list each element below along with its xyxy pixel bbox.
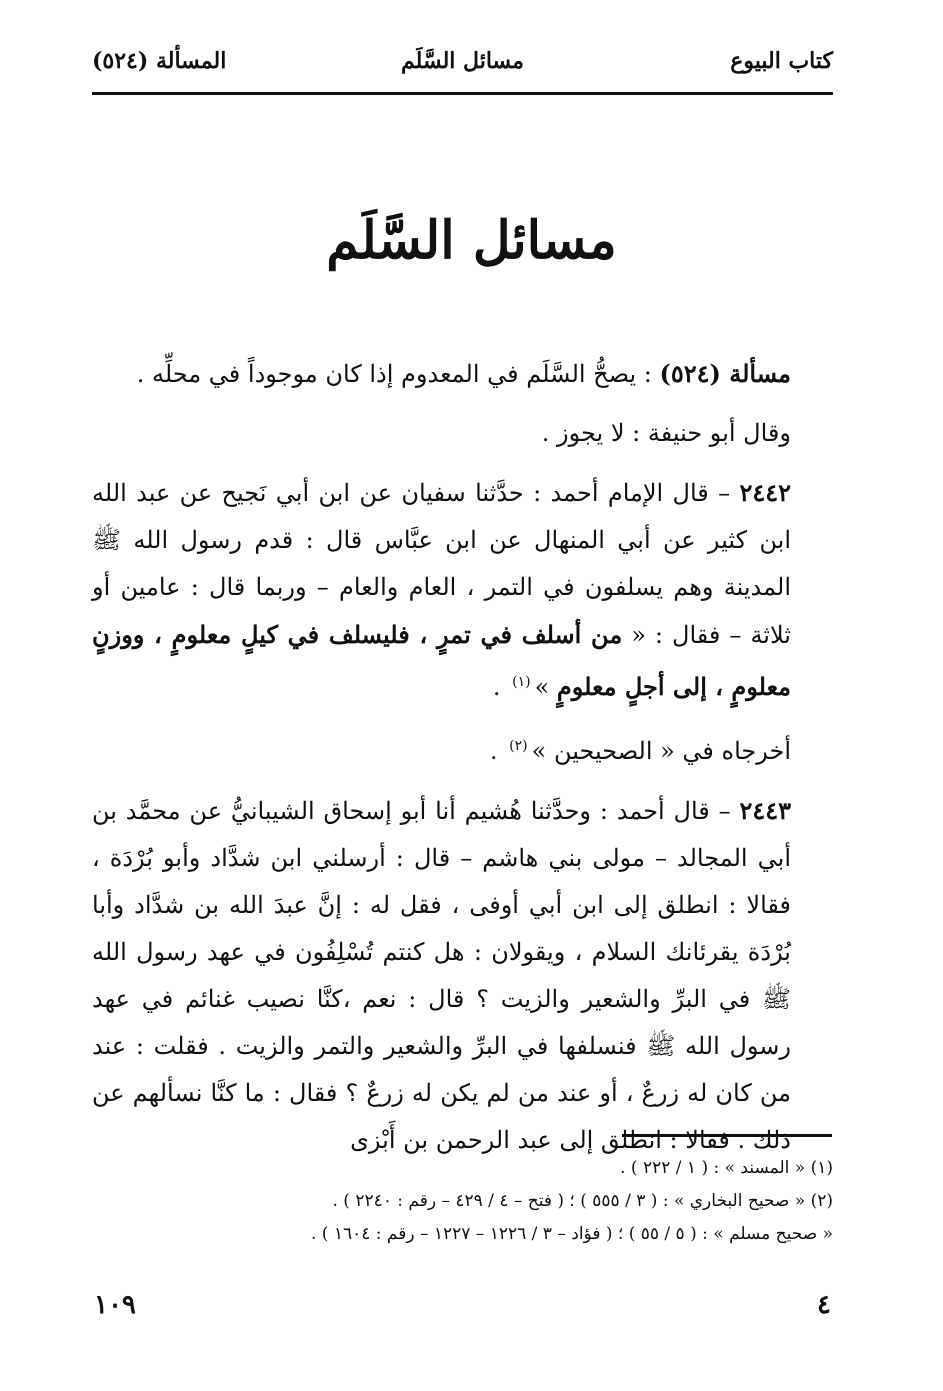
hadith-text: – قال أحمد : وحدَّثنا هُشيم أنا أبو إسحاق الشيبانيُّ عن محمَّد بن أبي المجالد – مولى بني هاشم – قال : أرسلني ابن شدَّاد وأبو بُرْدَة ، فقالا : انطلق إلى ابن أبي أوفى ، فقل له : إنَّ عبدَ الله بن شدَّاد وأبا بُرْدَة يقرئانك السلام ، ويقولان : هل كنتم تُسْلِفُون في عهد رسول الله ﷺ في البرِّ والشعير والزيت ؟ قال : نعم ،كنَّا نصيب غنائم في عهد رسول الله ﷺ فنسلفها في البرِّ والشعير والتمر والزيت . فقلت : عند من كان له زرعٌ ، أو عند من لم يكن له زرعٌ ؟ فقال : ما كنَّا نسألهم عن ذلك . فقالا : انطلق إلى عبد الرحمن بن أَبْزى: [92, 797, 791, 1154]
header-chapter-title: مسائل السَّلَم: [401, 48, 524, 74]
footnote-ref-2: (٢): [509, 738, 528, 754]
chapter-title: مسائل السَّلَم: [326, 210, 617, 271]
header-rule: [92, 92, 833, 95]
hadith-text: – قال الإمام أحمد : حدَّثنا سفيان عن ابن أبي نَجيح عن عبد الله ابن كثير عن أبي المنهال عن ابن عبَّاس قال : قدم رسول الله ﷺ المدينة وهم يسلفون في التمر ، العام والعام – وربما قال : عامين أو ثلاثة – فقال : «: [92, 479, 792, 649]
main-text: [92, 350, 833, 1176]
running-header: [92, 44, 833, 84]
takhrij-paragraph: [92, 723, 833, 775]
page-number: ١٠٩: [94, 1290, 136, 1320]
takhrij-text: أخرجاه في « الصحيحين »: [531, 737, 791, 765]
hadith-end: .: [492, 673, 509, 701]
footnote-3: « صحيح مسلم » : ( ٥ / ٥٥ ) ؛ ( فؤاد – ٣ / ١٢٢٦ – ١٢٢٧ – رقم : ١٦٠٤ ) .: [311, 1224, 833, 1244]
hadith-number: ٢٤٤٣: [739, 796, 791, 825]
header-issue-number: المسألة (٥٢٤): [92, 48, 227, 74]
hadith-number: ٢٤٤٢: [739, 478, 791, 507]
footnotes: [92, 1152, 833, 1251]
footnote-ref-1: (١): [512, 674, 531, 690]
issue-text: : يصحُّ السَّلَم في المعدوم إذا كان موجوداً في محلِّه .: [136, 360, 660, 388]
footnote-1: (١) « المسند » : ( ١ / ٢٢٢ ) .: [620, 1158, 833, 1178]
hadith-quote-close: »: [534, 673, 557, 701]
header-book-title: كتاب البيوع: [730, 48, 833, 74]
footnote-rule: [622, 1134, 832, 1137]
hadith-2443: [92, 787, 833, 1164]
hadith-quote: من أسلف في تمرٍ ، فليسلف في كيلٍ معلومٍ ، ووزنٍ معلومٍ ، إلى أجلٍ معلومٍ: [92, 620, 791, 701]
footnote-2: (٢) « صحيح البخاري » : ( ٣ / ٥٥٥ ) ؛ ( فتح – ٤ / ٤٢٩ – رقم : ٢٢٤٠ ) .: [332, 1191, 833, 1211]
volume-number: ٤: [817, 1290, 831, 1320]
abu-hanifa-paragraph: وقال أبو حنيفة : لا يجوز .: [541, 419, 791, 447]
hadith-2442: [92, 469, 833, 711]
issue-paragraph: [92, 350, 833, 398]
issue-label: مسألة (٥٢٤): [659, 359, 791, 388]
takhrij-end: .: [489, 737, 506, 765]
